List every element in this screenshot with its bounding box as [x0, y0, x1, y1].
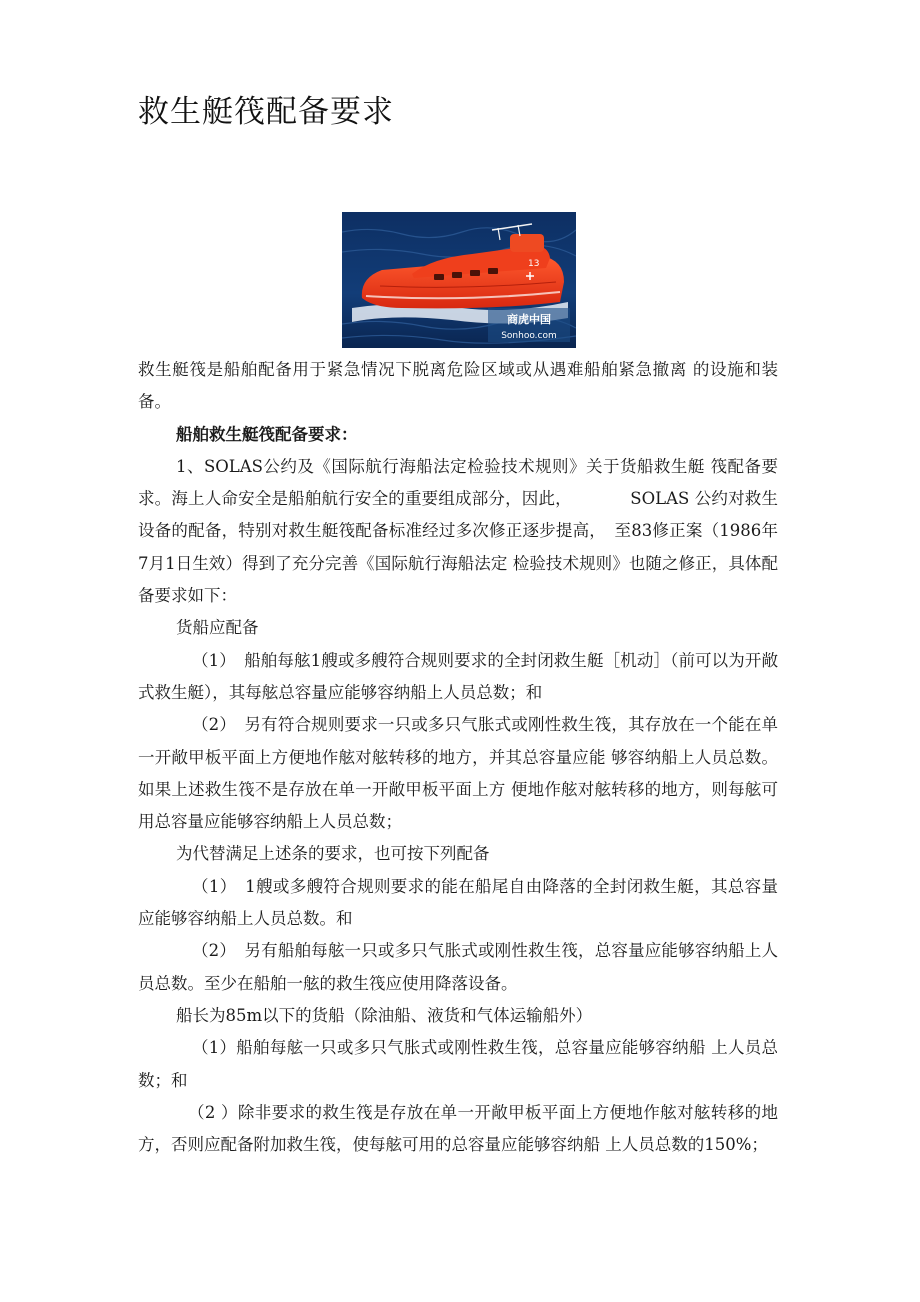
list-item: （2） 另有符合规则要求一只或多只气胀式或刚性救生筏，其存放在一个能在单一开敞甲板平面上方便地作舷对舷转移的地方，并其总容量应能 够容纳船上人员总数。如果上述救生筏不是存放在单一开敞甲板平面上方 便地作舷对舷转移的地方，则每舷可用总容量应能够容纳船上人员总数；	[138, 715, 778, 832]
document-body	[138, 354, 778, 1161]
body-paragraph: 船长为85m以下的货船（除油船、液货和气体运输船外）	[176, 1005, 593, 1025]
page-title: 救生艇筏配备要求	[138, 94, 394, 130]
watermark-cn: 商虎中国	[507, 313, 551, 326]
list-item: （2 ）除非要求的救生筏是存放在单一开敞甲板平面上方便地作舷对舷转移的地方，否则应配备附加救生筏，使每舷可用的总容量应能够容纳船 上人员总数的150%；	[138, 1102, 778, 1155]
list-item: （2） 另有船舶每舷一只或多只气胀式或刚性救生筏，总容量应能够容纳船上人员总数。至少在船舶一舷的救生筏应使用降落设备。	[138, 941, 778, 993]
body-paragraph: 为代替满足上述条的要求，也可按下列配备	[176, 844, 490, 864]
list-item: （1） 1艘或多艘符合规则要求的能在船尾自由降落的全封闭救生艇，其总容量应能够容纳船上人员总数。和	[138, 876, 778, 929]
list-item: （1） 船舶每舷1艘或多艘符合规则要求的全封闭救生艇［机动］（前可以为开敞式救生艇），其每舷总容量应能够容纳船上人员总数；和	[138, 650, 778, 702]
lifeboat-photo	[342, 212, 576, 348]
watermark-url: Sonhoo.com	[501, 331, 557, 341]
boat-number-label: 13	[528, 259, 540, 269]
section-heading: 船舶救生艇筏配备要求：	[176, 424, 358, 444]
list-item: （1）船舶每舷一只或多只气胀式或刚性救生筏，总容量应能够容纳船 上人员总数；和	[138, 1038, 778, 1090]
body-paragraph: 1、SOLAS公约及《国际航行海船法定检验技术规则》关于货船救生艇 筏配备要求。海上人命安全是船舶航行安全的重要组成部分，因此， SOLAS 公约对救生设备的配备，特别对救生艇筏配备标准经过多次修正逐步提高， 至83修正案（1986年7月1日生效）得到了充分完善《国际航行海船法定 检验技术规则》也随之修正，具体配备要求如下：	[138, 456, 778, 606]
body-paragraph: 货船应配备	[176, 618, 259, 638]
intro-paragraph: 救生艇筏是船舶配备用于紧急情况下脱离危险区域或从遇难船舶紧急撤离 的设施和装备。	[138, 360, 778, 412]
